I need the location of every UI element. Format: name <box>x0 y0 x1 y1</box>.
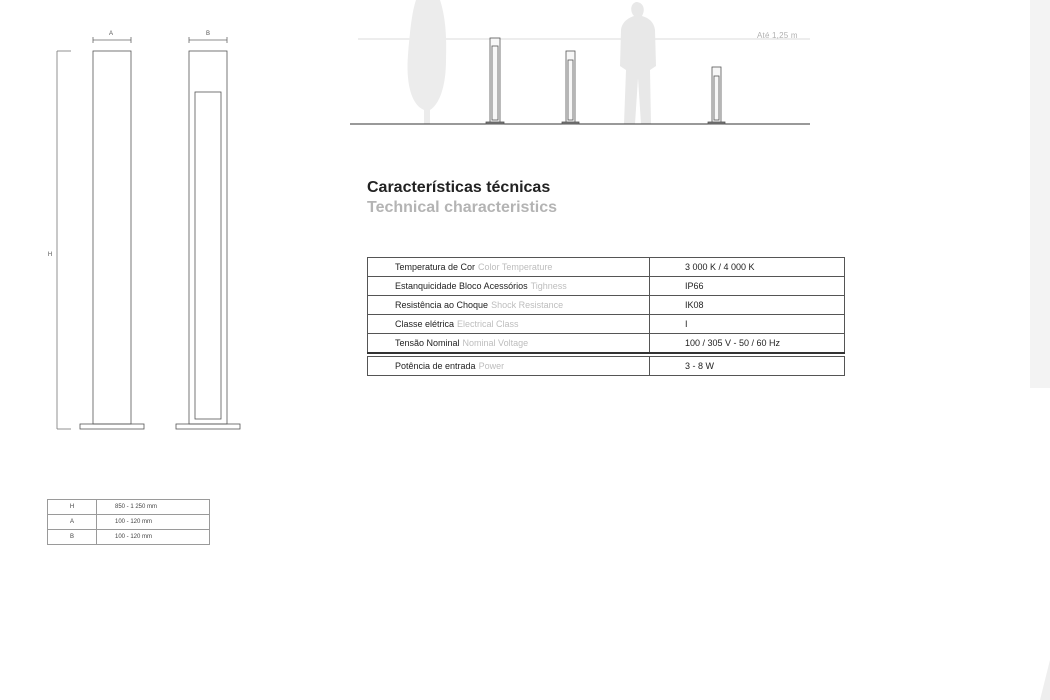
dimension-b-marker <box>189 37 227 43</box>
dimension-table <box>47 499 210 545</box>
dimension-row <box>48 530 210 545</box>
spec-label-pt: Temperatura de Cor <box>395 262 476 272</box>
spec-label-en: Color Temperature <box>478 262 553 272</box>
spec-label-cell <box>368 296 650 315</box>
dimension-row <box>48 500 210 515</box>
dimension-row <box>48 515 210 530</box>
spec-label-en: Tighness <box>530 281 567 291</box>
spec-label-cell <box>368 258 650 277</box>
spec-row <box>368 277 845 296</box>
spec-row <box>368 258 845 277</box>
person-silhouette <box>620 2 656 124</box>
bollard-short <box>708 67 725 124</box>
spec-value: IK08 <box>650 296 845 315</box>
scene-illustration <box>345 0 815 130</box>
bollard-front-view <box>80 51 144 429</box>
corner-decoration <box>1040 660 1050 700</box>
dimension-key: H <box>48 500 97 515</box>
dimension-b-label: B <box>205 31 211 37</box>
spec-label-cell <box>368 315 650 334</box>
spec-label-en: Electrical Class <box>457 319 519 329</box>
spec-label-pt: Estanquicidade Bloco Acessórios <box>395 281 528 291</box>
spec-row <box>368 334 845 354</box>
dimension-a-label: A <box>108 31 114 37</box>
dimension-value: 100 - 120 mm <box>97 515 210 530</box>
dimension-drawing <box>0 0 260 440</box>
spec-label-cell <box>368 357 650 376</box>
spec-value: 3 000 K / 4 000 K <box>650 258 845 277</box>
spec-value: IP66 <box>650 277 845 296</box>
dimension-key: A <box>48 515 97 530</box>
section-title-pt: Características técnicas <box>367 179 551 196</box>
spec-label-pt: Tensão Nominal <box>395 338 460 348</box>
bollard-medium <box>562 51 579 124</box>
spec-label-pt: Potência de entrada <box>395 361 476 371</box>
spec-label-en: Shock Resistance <box>491 300 564 310</box>
height-note: Até 1,25 m <box>757 31 798 40</box>
dimension-a-marker <box>93 37 131 43</box>
spec-label-pt: Classe elétrica <box>395 319 455 329</box>
bollard-side-view <box>176 51 240 429</box>
spec-row <box>368 357 845 376</box>
spec-label-en: Power <box>478 361 505 371</box>
spec-row <box>368 315 845 334</box>
dimension-h-marker <box>57 51 71 429</box>
spec-table <box>367 257 845 376</box>
section-title-en: Technical characteristics <box>367 199 558 216</box>
spec-value: 3 - 8 W <box>650 357 845 376</box>
spec-row <box>368 296 845 315</box>
spec-value: I <box>650 315 845 334</box>
spec-label-cell <box>368 334 650 354</box>
dimension-value: 850 - 1 250 mm <box>97 500 210 515</box>
spec-value: 100 / 305 V - 50 / 60 Hz <box>650 334 845 354</box>
side-strip <box>1030 0 1050 388</box>
spec-label-pt: Resistência ao Choque <box>395 300 489 310</box>
dimension-value: 100 - 120 mm <box>97 530 210 545</box>
spec-label-en: Nominal Voltage <box>462 338 529 348</box>
dimension-h-label: H <box>47 252 53 258</box>
bollard-tall <box>486 38 504 124</box>
tree-silhouette <box>408 0 447 124</box>
spec-label-cell <box>368 277 650 296</box>
dimension-key: B <box>48 530 97 545</box>
